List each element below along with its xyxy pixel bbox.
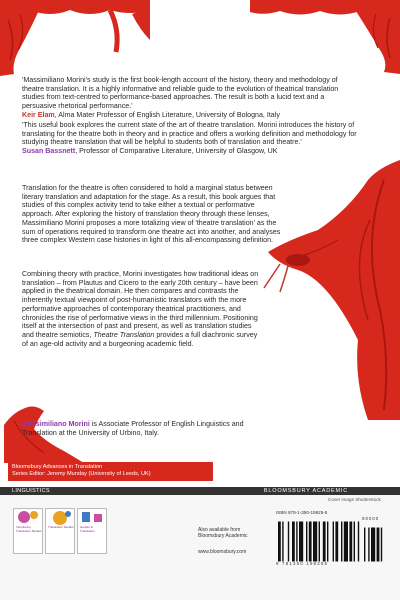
quote-text: 'This useful book explores the current state of the art of theatre translation. Morini introduces the history of translating for the theatre both in theory and in practice and offers a working definition and methodology for studying theatre translation that will be helpful to students both of translation and theatre.' [22,121,357,147]
barcode-bar [335,522,338,562]
quote-susan-bassnett [22,121,357,156]
barcode-bar [333,522,334,562]
quote-keir-elam [22,76,357,120]
also-available-line-1: Also available from [198,527,241,533]
barcode-bar [306,522,307,562]
also-available [198,527,247,539]
blurb-paragraph-2 [22,270,262,348]
author-bio-text: is Associate Professor of English Linguistics and Translation at the University of Urbino, Italy. [22,420,244,437]
blurb-p2-before: Combining theory with practice, Morini investigates how traditional ideas on translation – from Plautus and Cicero to the early 20th century – have been applied in the theatrical domain. He then compares and contrasts the inherently textual viewpoint of post-humanistic translators with the more performative approaches of contemporary theatrical practitioners, and chronicles the rise of performative views in the third millennium. Positioning itself at the intersection of past and present, as well as translation studies and theatre semiotics, [22,270,259,339]
barcode-bar [292,522,295,562]
curtain-top-left [0,0,150,80]
barcode-bar [309,522,312,562]
quote-text: 'Massimiliano Morini's study is the first book-length account of the history, theory and methodology of theatre translation. It is a highly informative and reliable guide to the evolution of theatrical translation studies from text-centred to performance-based approaches. The result is both a lucid text and a persuasive rhetorical performance.' [22,76,339,111]
thumbnail-art [46,509,75,525]
quote-author-affiliation: , Professor of Comparative Literature, University of Glasgow, UK [75,147,278,156]
cover-image-credit: Cover image Shutterstock [328,497,381,502]
barcode-addon-bar [381,528,382,562]
book-title: Theatre Translation [93,330,155,339]
publisher-name: BLOOMSBURY ACADEMIC [263,488,348,494]
series-name: Bloomsbury Advances in Translation [12,464,103,470]
blurb-paragraph-1: Translation for the theatre is often considered to hold a marginal status between literary translation and adaptation for the stage. As a result, this book argues that studies of this complex activity tend to take either a textual or performative approach. After exploring the history of translation theory through these lenses, Massimiliano Morini proposes a more totalizing view of 'theatre translation' as the sum of operations required to transform one theatre act into another, and analyses three complex Western case histories in light of this all-encompassing definition. [22,184,281,245]
thumbnail-title: Introducing Translation Studies [16,525,42,533]
thumbnail-art [78,509,107,525]
book-thumbnail-1 [13,508,43,554]
quote-author-name: Susan Bassnett [22,147,76,156]
author-name: Massimiliano Morini [22,420,90,428]
thumbnail-art [14,509,43,525]
thumbnail-title: Translation Studies [48,525,74,529]
also-available-line-2: Bloomsbury Academic [198,533,248,539]
barcode-bar [296,522,297,562]
barcode-bar [354,522,355,562]
barcode-bar [313,522,317,562]
quote-author-affiliation: , Alma Mater Professor of English Literature, University of Bologna, Italy [54,110,280,119]
website-link[interactable]: www.bloomsbury.com [198,549,247,555]
author-bio [22,420,262,437]
barcode-digits: 9 781350 199255 [276,561,329,566]
barcode-addon-bar [371,528,375,562]
series-bar [8,462,213,481]
thumbnail-title: Gender in Translation [80,525,95,533]
barcode-bar [282,522,283,562]
barcode-bar [341,522,342,562]
subject-category: LINGUISTICS [12,488,50,494]
book-thumbnail-3 [77,508,107,554]
barcode-addon-bar [377,528,380,562]
barcode-bar [327,522,328,562]
barcode-bar [323,522,326,562]
barcode-bar [358,522,359,562]
price-code: 90000 [362,516,380,521]
curtain-top-right [250,0,400,75]
barcode-bar [299,522,303,562]
barcode-bar [319,522,320,562]
book-thumbnail-2 [45,508,75,554]
barcode-bar [288,522,289,562]
barcode-bar [344,522,348,562]
barcode-bar [278,522,281,562]
quote-author-name: Keir Elam [22,110,55,119]
series-editor: Series Editor: Jeremy Munday (University of Leeds, UK) [12,471,151,477]
barcode-addon-bar [364,528,365,562]
barcode-addon-bar [368,528,369,562]
blurb-p2-after: provides a full diachronic survey of an age-old activity and a burgeoning academic field. [22,330,258,348]
isbn-label: ISBN 978-1-350-19925-5 [276,510,328,515]
barcode-bar [349,522,352,562]
